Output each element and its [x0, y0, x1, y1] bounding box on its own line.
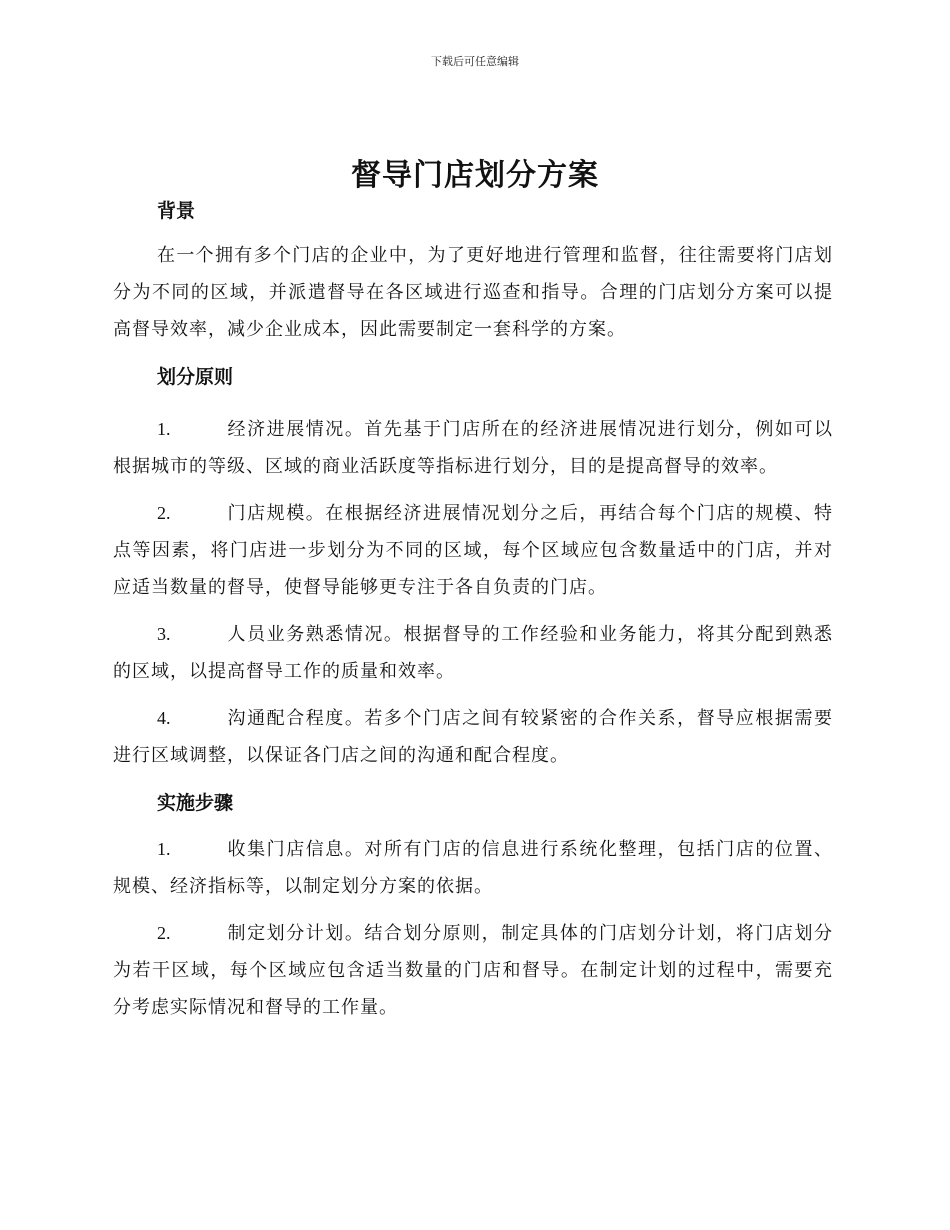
- list-number: 2.: [157, 503, 171, 523]
- section-heading-principles: 划分原则: [157, 366, 234, 388]
- list-item-text: 门店规模。在根据经济进展情况划分之后，再结合每个门店的规模、特点等因素，将门店进一步划分为不同的区域，每个区域应包含数量适中的门店，并对应适当数量的督导，使督导能够更专注于各自负责的门店。: [113, 503, 833, 598]
- document-body: [113, 196, 833, 1026]
- principle-item-2: [113, 495, 833, 606]
- document-title: 督导门店划分方案: [351, 158, 599, 193]
- list-item-text: 经济进展情况。首先基于门店所在的经济进展情况进行划分，例如可以根据城市的等级、区域的商业活跃度等指标进行划分，目的是提高督导的效率。: [113, 419, 833, 477]
- list-number: 1.: [157, 419, 171, 439]
- principle-item-3: [113, 616, 833, 690]
- step-item-1: [113, 831, 833, 905]
- list-item-text: 收集门店信息。对所有门店的信息进行系统化整理，包括门店的位置、规模、经济指标等，以制定划分方案的依据。: [113, 839, 833, 897]
- list-item-text: 制定划分计划。结合划分原则，制定具体的门店划分计划，将门店划分为若干区域，每个区域应包含适当数量的门店和督导。在制定计划的过程中，需要充分考虑实际情况和督导的工作量。: [113, 923, 833, 1018]
- list-item-text: 人员业务熟悉情况。根据督导的工作经验和业务能力，将其分配到熟悉的区域，以提高督导工作的质量和效率。: [113, 624, 833, 682]
- section-heading-steps: 实施步骤: [157, 792, 234, 814]
- list-item-text: 沟通配合程度。若多个门店之间有较紧密的合作关系，督导应根据需要进行区域调整，以保证各门店之间的沟通和配合程度。: [113, 708, 833, 766]
- list-number: 2.: [157, 923, 171, 943]
- list-number: 1.: [157, 839, 171, 859]
- step-item-2: [113, 915, 833, 1026]
- principle-item-4: [113, 700, 833, 774]
- section-heading-background: 背景: [157, 200, 196, 222]
- list-number: 3.: [157, 624, 171, 644]
- list-number: 4.: [157, 708, 171, 728]
- page-header-note: 下载后可任意编辑: [431, 55, 519, 68]
- principle-item-1: [113, 411, 833, 485]
- background-paragraph: 在一个拥有多个门店的企业中，为了更好地进行管理和监督，往往需要将门店划分为不同的区域，并派遣督导在各区域进行巡查和指导。合理的门店划分方案可以提高督导效率，减少企业成本，因此需要制定一套科学的方案。: [113, 245, 833, 340]
